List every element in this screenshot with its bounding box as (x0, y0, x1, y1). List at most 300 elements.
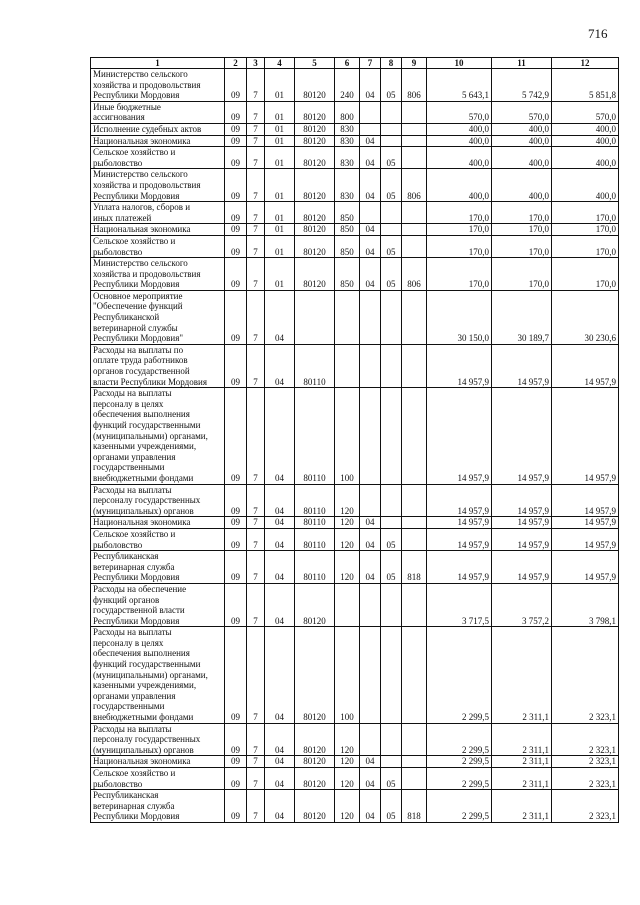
amount-year-3-cell: 2 323,1 (552, 790, 619, 823)
table-row (91, 224, 619, 236)
section-code-cell: 09 (225, 790, 247, 823)
ministry-code-cell: 818 (402, 790, 427, 823)
amount-year-3-cell: 400,0 (552, 147, 619, 169)
expense-name-cell: Сельское хозяйство и рыболовство (91, 768, 225, 790)
expense-name-cell: Министерство сельского хозяйства и продовольствия Республики Мордовия (91, 258, 225, 291)
section-chapter-cell: 04 (360, 235, 381, 257)
ministry-code-cell (402, 224, 427, 236)
section-chapter-cell (360, 344, 381, 387)
subprogram-code-cell: 01 (265, 147, 295, 169)
amount-year-3-cell: 14 957,9 (552, 517, 619, 529)
ministry-code-cell (402, 768, 427, 790)
expense-name-cell: Основное мероприятие "Обеспечение функций Республиканской ветеринарной службы Республики Мордовия" (91, 290, 225, 344)
ministry-code-cell (402, 101, 427, 123)
expense-name-cell: Национальная экономика (91, 135, 225, 147)
program-code-cell: 7 (247, 756, 265, 768)
direction-code-cell: 80120 (295, 723, 335, 756)
amount-year-2-cell: 400,0 (492, 147, 552, 169)
ministry-code-cell (402, 484, 427, 517)
section-chapter-cell: 04 (360, 517, 381, 529)
amount-year-2-cell: 400,0 (492, 135, 552, 147)
subsection-code-cell (381, 123, 402, 135)
section-code-cell: 09 (225, 768, 247, 790)
amount-year-2-cell: 570,0 (492, 101, 552, 123)
amount-year-3-cell: 2 323,1 (552, 768, 619, 790)
amount-year-2-cell: 14 957,9 (492, 517, 552, 529)
section-code-cell: 09 (225, 551, 247, 584)
section-code-cell: 09 (225, 627, 247, 723)
header-cell: 12 (552, 58, 619, 69)
section-code-cell: 09 (225, 224, 247, 236)
direction-code-cell: 80110 (295, 344, 335, 387)
table-row (91, 258, 619, 291)
direction-code-cell: 80110 (295, 484, 335, 517)
direction-code-cell: 80110 (295, 388, 335, 484)
amount-year-3-cell: 3 798,1 (552, 583, 619, 626)
table-row (91, 723, 619, 756)
section-code-cell: 09 (225, 756, 247, 768)
amount-year-3-cell: 30 230,6 (552, 290, 619, 344)
ministry-code-cell (402, 344, 427, 387)
amount-year-2-cell: 170,0 (492, 258, 552, 291)
amount-year-3-cell: 400,0 (552, 123, 619, 135)
subsection-code-cell (381, 344, 402, 387)
expense-type-code-cell: 120 (335, 723, 360, 756)
expense-name-cell: Расходы на обеспечение функций органов государственной власти Республики Мордовия (91, 583, 225, 626)
section-code-cell: 09 (225, 484, 247, 517)
table-body (91, 69, 619, 823)
section-chapter-cell: 04 (360, 756, 381, 768)
header-cell: 1 (91, 58, 225, 69)
section-code-cell: 09 (225, 258, 247, 291)
amount-year-1-cell: 3 717,5 (427, 583, 492, 626)
amount-year-1-cell: 400,0 (427, 147, 492, 169)
section-chapter-cell: 04 (360, 224, 381, 236)
amount-year-3-cell: 570,0 (552, 101, 619, 123)
expense-type-code-cell: 850 (335, 235, 360, 257)
subsection-code-cell (381, 224, 402, 236)
subprogram-code-cell: 01 (265, 69, 295, 102)
amount-year-3-cell: 170,0 (552, 258, 619, 291)
section-code-cell: 09 (225, 583, 247, 626)
subprogram-code-cell: 01 (265, 123, 295, 135)
ministry-code-cell (402, 135, 427, 147)
direction-code-cell: 80120 (295, 135, 335, 147)
direction-code-cell: 80120 (295, 123, 335, 135)
amount-year-1-cell: 14 957,9 (427, 528, 492, 550)
amount-year-3-cell: 5 851,8 (552, 69, 619, 102)
subprogram-code-cell: 04 (265, 790, 295, 823)
section-chapter-cell (360, 123, 381, 135)
expense-type-code-cell: 100 (335, 388, 360, 484)
section-chapter-cell (360, 101, 381, 123)
subsection-code-cell (381, 101, 402, 123)
program-code-cell: 7 (247, 551, 265, 584)
expense-name-cell: Республиканская ветеринарная служба Республики Мордовия (91, 790, 225, 823)
table-row (91, 290, 619, 344)
amount-year-2-cell: 2 311,1 (492, 723, 552, 756)
subprogram-code-cell: 04 (265, 528, 295, 550)
expense-type-code-cell: 120 (335, 551, 360, 584)
section-chapter-cell: 04 (360, 135, 381, 147)
expense-name-cell: Расходы на выплаты персоналу государственных (муниципальных) органов (91, 723, 225, 756)
expense-type-code-cell: 830 (335, 123, 360, 135)
table-row (91, 517, 619, 529)
amount-year-2-cell: 170,0 (492, 224, 552, 236)
expense-type-code-cell: 850 (335, 224, 360, 236)
subprogram-code-cell: 01 (265, 235, 295, 257)
amount-year-2-cell: 170,0 (492, 202, 552, 224)
section-chapter-cell: 04 (360, 69, 381, 102)
amount-year-2-cell: 14 957,9 (492, 388, 552, 484)
program-code-cell: 7 (247, 202, 265, 224)
amount-year-1-cell: 170,0 (427, 258, 492, 291)
section-code-cell: 09 (225, 528, 247, 550)
subsection-code-cell: 05 (381, 528, 402, 550)
direction-code-cell: 80120 (295, 627, 335, 723)
table-row (91, 202, 619, 224)
direction-code-cell: 80120 (295, 69, 335, 102)
subprogram-code-cell: 04 (265, 551, 295, 584)
section-code-cell: 09 (225, 388, 247, 484)
subsection-code-cell: 05 (381, 551, 402, 584)
section-code-cell: 09 (225, 123, 247, 135)
table-row (91, 101, 619, 123)
section-code-cell: 09 (225, 235, 247, 257)
subsection-code-cell: 05 (381, 69, 402, 102)
program-code-cell: 7 (247, 768, 265, 790)
amount-year-3-cell: 14 957,9 (552, 484, 619, 517)
header-cell: 3 (247, 58, 265, 69)
amount-year-3-cell: 170,0 (552, 235, 619, 257)
table-row (91, 768, 619, 790)
program-code-cell: 7 (247, 258, 265, 291)
amount-year-1-cell: 14 957,9 (427, 551, 492, 584)
ministry-code-cell (402, 583, 427, 626)
subsection-code-cell (381, 723, 402, 756)
subprogram-code-cell: 04 (265, 484, 295, 517)
expense-type-code-cell: 120 (335, 790, 360, 823)
ministry-code-cell (402, 723, 427, 756)
subprogram-code-cell: 04 (265, 517, 295, 529)
amount-year-3-cell: 400,0 (552, 135, 619, 147)
program-code-cell: 7 (247, 290, 265, 344)
expense-name-cell: Иные бюджетные ассигнования (91, 101, 225, 123)
amount-year-1-cell: 30 150,0 (427, 290, 492, 344)
ministry-code-cell (402, 123, 427, 135)
program-code-cell: 7 (247, 517, 265, 529)
section-chapter-cell: 04 (360, 768, 381, 790)
subprogram-code-cell: 04 (265, 768, 295, 790)
ministry-code-cell: 806 (402, 258, 427, 291)
program-code-cell: 7 (247, 790, 265, 823)
amount-year-1-cell: 400,0 (427, 123, 492, 135)
subsection-code-cell (381, 388, 402, 484)
ministry-code-cell (402, 147, 427, 169)
amount-year-1-cell: 170,0 (427, 224, 492, 236)
amount-year-3-cell: 2 323,1 (552, 723, 619, 756)
section-code-cell: 09 (225, 517, 247, 529)
amount-year-2-cell: 2 311,1 (492, 756, 552, 768)
ministry-code-cell: 806 (402, 69, 427, 102)
expense-type-code-cell: 120 (335, 517, 360, 529)
section-chapter-cell (360, 723, 381, 756)
ministry-code-cell (402, 202, 427, 224)
table-row (91, 135, 619, 147)
amount-year-3-cell: 14 957,9 (552, 388, 619, 484)
expense-name-cell: Министерство сельского хозяйства и продовольствия Республики Мордовия (91, 169, 225, 202)
direction-code-cell: 80120 (295, 756, 335, 768)
ministry-code-cell (402, 517, 427, 529)
subprogram-code-cell: 04 (265, 723, 295, 756)
program-code-cell: 7 (247, 583, 265, 626)
direction-code-cell: 80120 (295, 258, 335, 291)
amount-year-1-cell: 14 957,9 (427, 484, 492, 517)
table-row (91, 484, 619, 517)
ministry-code-cell (402, 756, 427, 768)
amount-year-1-cell: 170,0 (427, 202, 492, 224)
amount-year-1-cell: 2 299,5 (427, 723, 492, 756)
section-chapter-cell (360, 627, 381, 723)
ministry-code-cell (402, 388, 427, 484)
program-code-cell: 7 (247, 528, 265, 550)
section-code-cell: 09 (225, 202, 247, 224)
section-chapter-cell: 04 (360, 169, 381, 202)
section-chapter-cell (360, 388, 381, 484)
amount-year-1-cell: 14 957,9 (427, 344, 492, 387)
amount-year-2-cell: 30 189,7 (492, 290, 552, 344)
expense-type-code-cell: 830 (335, 169, 360, 202)
amount-year-2-cell: 14 957,9 (492, 551, 552, 584)
section-code-cell: 09 (225, 290, 247, 344)
program-code-cell: 7 (247, 101, 265, 123)
expense-type-code-cell (335, 290, 360, 344)
subprogram-code-cell: 01 (265, 202, 295, 224)
section-code-cell: 09 (225, 101, 247, 123)
subsection-code-cell (381, 583, 402, 626)
program-code-cell: 7 (247, 135, 265, 147)
direction-code-cell: 80120 (295, 235, 335, 257)
expense-name-cell: Министерство сельского хозяйства и продовольствия Республики Мордовия (91, 69, 225, 102)
amount-year-3-cell: 2 323,1 (552, 756, 619, 768)
header-cell: 4 (265, 58, 295, 69)
section-code-cell: 09 (225, 723, 247, 756)
table-row (91, 169, 619, 202)
table-row (91, 583, 619, 626)
amount-year-2-cell: 400,0 (492, 123, 552, 135)
amount-year-2-cell: 170,0 (492, 235, 552, 257)
program-code-cell: 7 (247, 627, 265, 723)
amount-year-2-cell: 2 311,1 (492, 768, 552, 790)
subprogram-code-cell: 04 (265, 627, 295, 723)
expense-name-cell: Сельское хозяйство и рыболовство (91, 528, 225, 550)
header-cell: 5 (295, 58, 335, 69)
subsection-code-cell (381, 484, 402, 517)
expense-type-code-cell: 120 (335, 528, 360, 550)
amount-year-1-cell: 400,0 (427, 135, 492, 147)
subprogram-code-cell: 04 (265, 583, 295, 626)
section-chapter-cell (360, 290, 381, 344)
table-row (91, 69, 619, 102)
subprogram-code-cell: 04 (265, 756, 295, 768)
section-chapter-cell (360, 202, 381, 224)
program-code-cell: 7 (247, 69, 265, 102)
direction-code-cell (295, 290, 335, 344)
table-row (91, 344, 619, 387)
subprogram-code-cell: 01 (265, 135, 295, 147)
table-row (91, 627, 619, 723)
amount-year-3-cell: 2 323,1 (552, 627, 619, 723)
budget-table (90, 57, 619, 823)
header-cell: 10 (427, 58, 492, 69)
subsection-code-cell: 05 (381, 147, 402, 169)
amount-year-1-cell: 5 643,1 (427, 69, 492, 102)
expense-type-code-cell (335, 344, 360, 387)
expense-type-code-cell (335, 583, 360, 626)
ministry-code-cell (402, 528, 427, 550)
direction-code-cell: 80120 (295, 224, 335, 236)
section-chapter-cell (360, 583, 381, 626)
amount-year-3-cell: 170,0 (552, 224, 619, 236)
subsection-code-cell: 05 (381, 258, 402, 291)
expense-name-cell: Национальная экономика (91, 224, 225, 236)
header-cell: 2 (225, 58, 247, 69)
amount-year-3-cell: 14 957,9 (552, 551, 619, 584)
expense-name-cell: Национальная экономика (91, 756, 225, 768)
subsection-code-cell (381, 135, 402, 147)
program-code-cell: 7 (247, 484, 265, 517)
expense-type-code-cell: 240 (335, 69, 360, 102)
subsection-code-cell: 05 (381, 169, 402, 202)
amount-year-2-cell: 14 957,9 (492, 484, 552, 517)
expense-type-code-cell: 120 (335, 768, 360, 790)
amount-year-1-cell: 170,0 (427, 235, 492, 257)
header-cell: 9 (402, 58, 427, 69)
header-cell: 11 (492, 58, 552, 69)
expense-name-cell: Расходы на выплаты персоналу в целях обеспечения выполнения функций государственными (муниципальными) органами, казенными учреждениями, органами управления государственными внебюджетными фондами (91, 627, 225, 723)
table-row (91, 235, 619, 257)
program-code-cell: 7 (247, 147, 265, 169)
program-code-cell: 7 (247, 169, 265, 202)
amount-year-2-cell: 14 957,9 (492, 528, 552, 550)
section-code-cell: 09 (225, 344, 247, 387)
subprogram-code-cell: 01 (265, 258, 295, 291)
table-row (91, 551, 619, 584)
direction-code-cell: 80120 (295, 790, 335, 823)
direction-code-cell: 80120 (295, 202, 335, 224)
subprogram-code-cell: 01 (265, 101, 295, 123)
expense-name-cell: Расходы на выплаты по оплате труда работников органов государственной власти Республики Мордовия (91, 344, 225, 387)
subprogram-code-cell: 04 (265, 344, 295, 387)
expense-type-code-cell: 850 (335, 202, 360, 224)
expense-name-cell: Республиканская ветеринарная служба Республики Мордовия (91, 551, 225, 584)
table-row (91, 756, 619, 768)
expense-name-cell: Сельское хозяйство и рыболовство (91, 147, 225, 169)
table-row (91, 388, 619, 484)
amount-year-1-cell: 14 957,9 (427, 388, 492, 484)
header-cell: 6 (335, 58, 360, 69)
direction-code-cell: 80110 (295, 517, 335, 529)
program-code-cell: 7 (247, 224, 265, 236)
amount-year-3-cell: 14 957,9 (552, 344, 619, 387)
subsection-code-cell (381, 290, 402, 344)
amount-year-2-cell: 3 757,2 (492, 583, 552, 626)
page-number: 716 (588, 26, 608, 41)
amount-year-1-cell: 14 957,9 (427, 517, 492, 529)
table-row (91, 123, 619, 135)
section-code-cell: 09 (225, 169, 247, 202)
expense-type-code-cell: 800 (335, 101, 360, 123)
direction-code-cell: 80110 (295, 551, 335, 584)
amount-year-1-cell: 2 299,5 (427, 790, 492, 823)
expense-name-cell: Исполнение судебных актов (91, 123, 225, 135)
amount-year-2-cell: 14 957,9 (492, 344, 552, 387)
expense-type-code-cell: 100 (335, 627, 360, 723)
ministry-code-cell (402, 235, 427, 257)
amount-year-2-cell: 5 742,9 (492, 69, 552, 102)
subprogram-code-cell: 01 (265, 169, 295, 202)
ministry-code-cell (402, 290, 427, 344)
section-chapter-cell: 04 (360, 790, 381, 823)
amount-year-3-cell: 400,0 (552, 169, 619, 202)
direction-code-cell: 80110 (295, 528, 335, 550)
expense-name-cell: Расходы на выплаты персоналу в целях обеспечения выполнения функций государственными (муниципальными) органами, казенными учреждениями, органами управления государственными внебюджетными фондами (91, 388, 225, 484)
section-code-cell: 09 (225, 69, 247, 102)
table-header-row (91, 58, 619, 69)
subsection-code-cell (381, 202, 402, 224)
subprogram-code-cell: 01 (265, 224, 295, 236)
subsection-code-cell (381, 756, 402, 768)
subprogram-code-cell: 04 (265, 388, 295, 484)
section-chapter-cell: 04 (360, 258, 381, 291)
header-cell: 8 (381, 58, 402, 69)
amount-year-1-cell: 2 299,5 (427, 768, 492, 790)
subsection-code-cell: 05 (381, 790, 402, 823)
expense-name-cell: Уплата налогов, сборов и иных платежей (91, 202, 225, 224)
subsection-code-cell (381, 517, 402, 529)
subsection-code-cell: 05 (381, 768, 402, 790)
ministry-code-cell: 806 (402, 169, 427, 202)
ministry-code-cell (402, 627, 427, 723)
section-code-cell: 09 (225, 135, 247, 147)
expense-name-cell: Сельское хозяйство и рыболовство (91, 235, 225, 257)
program-code-cell: 7 (247, 123, 265, 135)
direction-code-cell: 80120 (295, 583, 335, 626)
amount-year-2-cell: 2 311,1 (492, 627, 552, 723)
table-row (91, 147, 619, 169)
subsection-code-cell (381, 627, 402, 723)
amount-year-3-cell: 170,0 (552, 202, 619, 224)
program-code-cell: 7 (247, 344, 265, 387)
direction-code-cell: 80120 (295, 101, 335, 123)
amount-year-1-cell: 2 299,5 (427, 756, 492, 768)
amount-year-1-cell: 400,0 (427, 169, 492, 202)
amount-year-2-cell: 400,0 (492, 169, 552, 202)
expense-type-code-cell: 120 (335, 484, 360, 517)
program-code-cell: 7 (247, 235, 265, 257)
direction-code-cell: 80120 (295, 768, 335, 790)
subprogram-code-cell: 04 (265, 290, 295, 344)
expense-name-cell: Расходы на выплаты персоналу государственных (муниципальных) органов (91, 484, 225, 517)
expense-type-code-cell: 850 (335, 258, 360, 291)
expense-name-cell: Национальная экономика (91, 517, 225, 529)
subsection-code-cell: 05 (381, 235, 402, 257)
table-row (91, 528, 619, 550)
amount-year-1-cell: 2 299,5 (427, 627, 492, 723)
amount-year-1-cell: 570,0 (427, 101, 492, 123)
section-chapter-cell: 04 (360, 147, 381, 169)
section-chapter-cell: 04 (360, 528, 381, 550)
